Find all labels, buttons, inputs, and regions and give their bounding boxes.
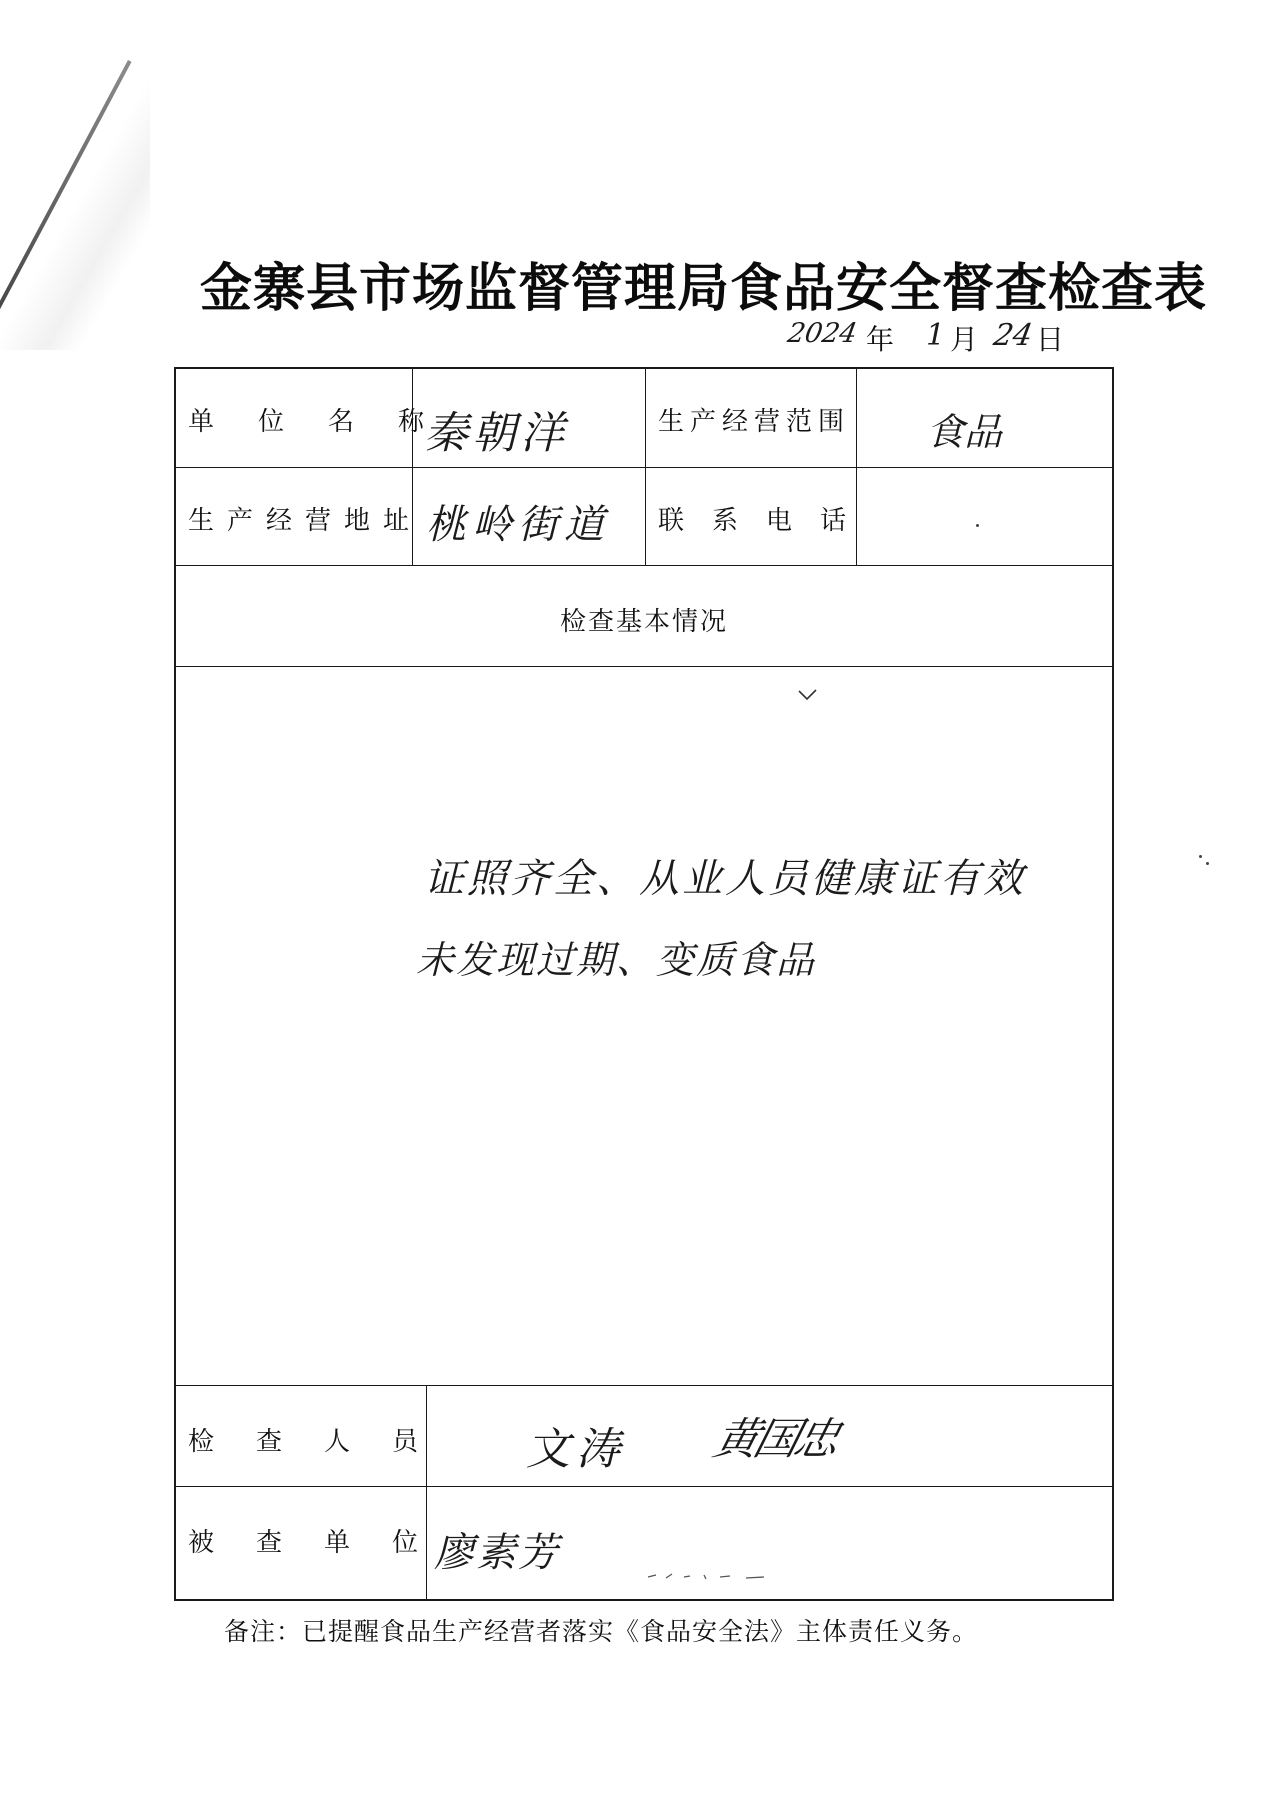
check-mark-icon [796,687,820,703]
date-year-label: 年 [866,323,895,356]
inspector-name-2: 黄国忠 [708,1414,842,1465]
inspector-name-1: 文涛 [526,1424,626,1475]
ink-dot [1206,862,1209,865]
footer-note: 备注：已提醒食品生产经营者落实《食品安全法》主体责任义务。 [224,1617,979,1646]
form-date [780,318,1080,358]
inspectors-label: 检查人员 [188,1427,461,1457]
row-divider [176,1385,1112,1386]
inspected-unit-signature: 廖素芳 [434,1530,560,1576]
business-address-label: 生产经营地址 [188,506,423,536]
column-divider [426,1385,427,1601]
row-divider [176,565,1112,566]
inspection-line-1: 证照齐全、从业人员健康证有效 [424,856,1026,902]
inspection-section-title: 检查基本情况 [559,607,728,637]
inspected-unit-label: 被查单位 [188,1528,461,1558]
row-divider [176,666,1112,667]
inspection-form-table [174,367,1114,1601]
ink-smudge [646,1569,796,1583]
date-month: 1 [926,318,946,353]
row-divider [176,1486,1112,1487]
date-day-label: 日 [1036,323,1065,356]
ink-dot [1199,855,1202,858]
business-scope-value: 食品 [926,410,1003,454]
unit-name-label: 单位名称 [188,407,469,437]
inspection-line-2: 未发现过期、变质食品 [416,938,817,982]
business-address-value: 桃岭街道 [426,502,610,548]
business-scope-label: 生产经营范围 [658,407,851,437]
date-day: 24 [990,318,1036,353]
row-divider [176,467,1112,468]
page-fold-shadow [0,0,150,350]
contact-phone-label: 联系电话 [658,506,875,536]
ink-dot [976,524,979,527]
date-year: 2024 [785,318,860,349]
column-divider [645,369,646,565]
unit-name-value: 秦朝洋 [424,408,568,459]
date-month-label: 月 [950,323,979,356]
form-title: 金寨县市场监督管理局食品安全督查检查表 [200,259,1208,319]
